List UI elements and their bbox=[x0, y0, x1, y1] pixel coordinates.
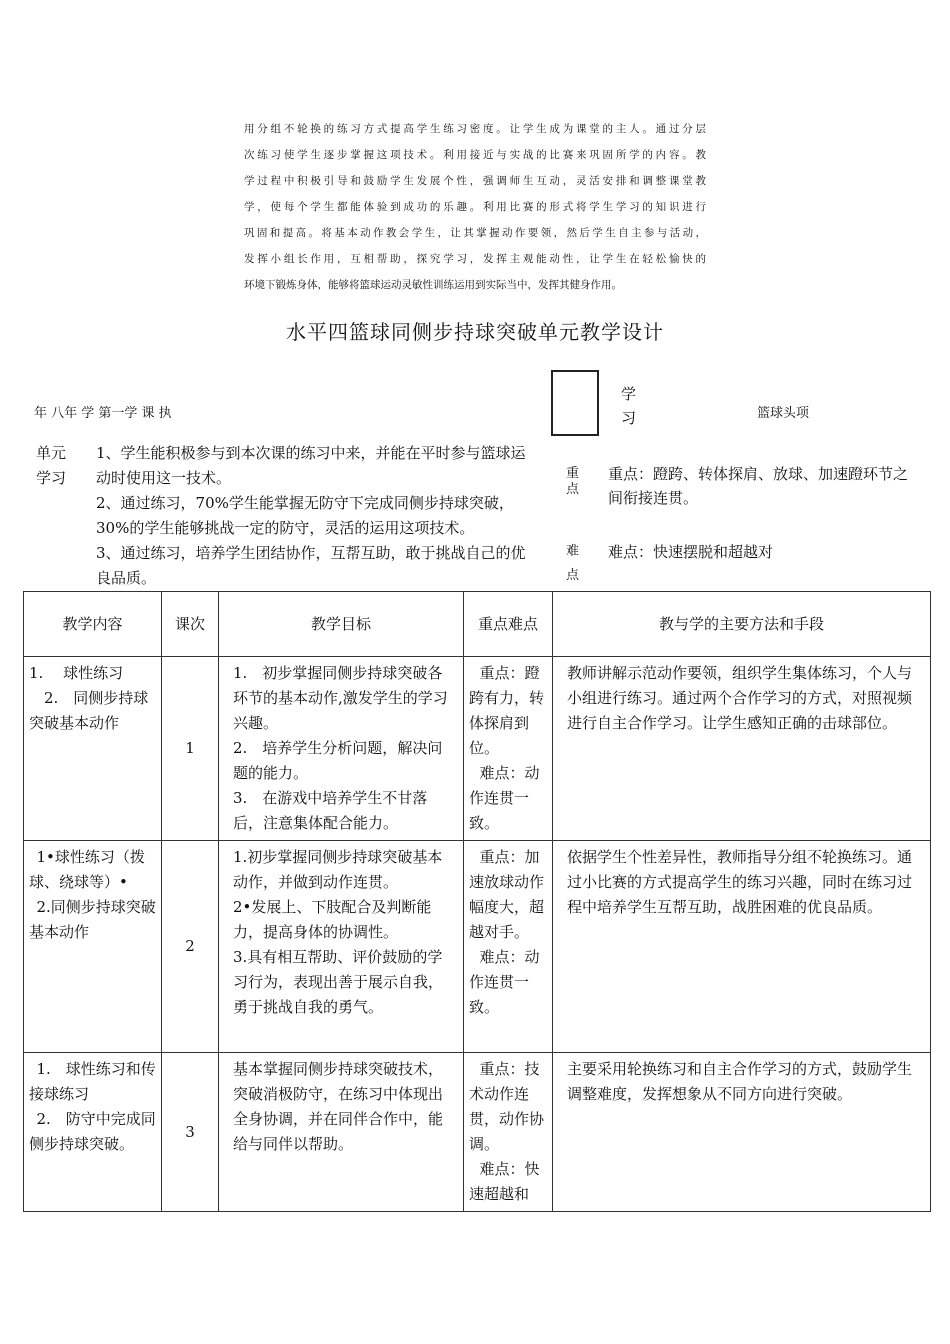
header-row-text: 年 八年 学 第一学 课 执 bbox=[34, 406, 172, 421]
key-item: 重点：技术动作连贯，动作协调。 bbox=[469, 1060, 545, 1153]
header-content: 教学内容 bbox=[24, 592, 162, 657]
page-title: 水平四篮球同侧步持球突破单元教学设计 bbox=[286, 320, 664, 344]
lesson-cell: 1 bbox=[162, 657, 219, 841]
methods-cell: 依据学生个性差异性，教师指导分组不轮换练习。通过小比赛的方式提高学生的练习兴趣，同时在练习过程中培养学生互帮互助，战胜困难的优良品质。 bbox=[553, 841, 931, 1053]
table-row bbox=[24, 841, 931, 1053]
header-methods: 教与学的主要方法和手段 bbox=[553, 592, 931, 657]
goals-cell bbox=[219, 841, 464, 1053]
content-item: 1•球性练习（拨球、绕球等）• bbox=[29, 848, 145, 891]
intro-line: 发挥小组长作用，互相帮助，探究学习，发挥主观能动性，让学生在轻松愉快的 bbox=[244, 253, 706, 265]
topic-cut bbox=[757, 398, 877, 421]
goal-item: 1. 初步掌握同侧步持球突破各环节的基本动作,激发学生的学习兴趣。 bbox=[233, 664, 448, 732]
study-label: 学 习 bbox=[621, 385, 637, 427]
content-item: 2. 同侧步持球突破基本动作 bbox=[29, 689, 149, 732]
key-points: 重点：蹬跨、转体探肩、放球、加速蹬环节之间衔接连贯。 bbox=[608, 465, 909, 507]
content-item: 1. 球性练习和传接球练习 bbox=[29, 1060, 156, 1103]
goals-cell bbox=[219, 1053, 464, 1212]
difficulty-label: 难点 bbox=[566, 544, 580, 583]
lesson-cell: 2 bbox=[162, 841, 219, 1053]
content-item: 2.同侧步持球突破基本动作 bbox=[29, 898, 156, 941]
table-row bbox=[24, 1053, 931, 1212]
difficulty-points: 难点：快速摆脱和超越对 bbox=[608, 543, 774, 561]
content-cell bbox=[24, 841, 162, 1053]
intro-line: 次练习使学生逐步掌握这项技术。利用接近与实战的比赛来巩固所学的内容。教 bbox=[244, 149, 706, 161]
goal-item: 3.具有相互帮助、评价鼓励的学习行为，表现出善于展示自我，勇于挑战自我的勇气。 bbox=[233, 948, 444, 1016]
methods-cell: 主要采用轮换练习和自主合作学习的方式，鼓励学生调整难度，发挥想象从不同方向进行突破。 bbox=[553, 1053, 931, 1212]
content-item: 2. 防守中完成同侧步持球突破。 bbox=[29, 1110, 156, 1153]
intro-paragraph bbox=[244, 116, 706, 298]
content-item: 1. 球性练习 bbox=[29, 664, 124, 682]
header-row-cut bbox=[34, 398, 534, 421]
unit-objectives bbox=[96, 441, 536, 587]
lesson-table bbox=[23, 591, 931, 1212]
blank-box bbox=[551, 370, 599, 436]
goals-cell bbox=[219, 657, 464, 841]
objective-item: 1、学生能积极参与到本次课的练习中来，并能在平时参与篮球运动时使用这一技术。 bbox=[96, 444, 526, 487]
key-item: 难点：动作连贯一致。 bbox=[469, 948, 540, 1016]
objective-item: 3、通过练习，培养学生团结协作，互帮互助，敢于挑战自己的优良品质。 bbox=[96, 544, 526, 587]
topic-text: 篮球头项 bbox=[757, 406, 810, 421]
content-cell bbox=[24, 657, 162, 841]
content-cell bbox=[24, 1053, 162, 1212]
objective-item: 2、通过练习，70%学生能掌握无防守下完成同侧步持球突破，30%的学生能够挑战一定的防守，灵活的运用这项技术。 bbox=[96, 494, 514, 537]
header-goals: 教学目标 bbox=[219, 592, 464, 657]
key-item: 难点：快速超越和 bbox=[469, 1160, 540, 1203]
intro-line: 学，使每个学生都能体验到成功的乐趣。利用比赛的形式将学生学习的知识进行 bbox=[244, 201, 706, 213]
goal-item: 2•发展上、下肢配合及判断能力，提高身体的协调性。 bbox=[233, 898, 432, 941]
key-item: 难点：动作连贯一致。 bbox=[469, 764, 540, 832]
table-row bbox=[24, 657, 931, 841]
goal-item: 1.初步掌握同侧步持球突破基本动作，并做到动作连贯。 bbox=[233, 848, 443, 891]
keys-cell bbox=[464, 841, 553, 1053]
table-header-row bbox=[24, 592, 931, 657]
intro-line: 环境下锻炼身体，能够将篮球运动灵敏性训练运用到实际当中，发挥其健身作用。 bbox=[244, 279, 622, 291]
goal-item: 2. 培养学生分析问题，解决问题的能力。 bbox=[233, 739, 443, 782]
key-item: 重点：蹬跨有力，转体探肩到位。 bbox=[469, 664, 545, 757]
header-keys: 重点难点 bbox=[464, 592, 553, 657]
lesson-cell: 3 bbox=[162, 1053, 219, 1212]
unit-label: 单元 学习 bbox=[36, 444, 67, 487]
intro-line: 用分组不轮换的练习方式提高学生练习密度。让学生成为课堂的主人。通过分层 bbox=[244, 123, 706, 135]
header-lesson: 课次 bbox=[162, 592, 219, 657]
intro-line: 学过程中积极引导和鼓励学生发展个性，强调师生互动，灵活安排和调整课堂教 bbox=[244, 175, 706, 187]
goal-item: 基本掌握同侧步持球突破技术，突破消极防守，在练习中体现出全身协调，并在同伴合作中，能给与同伴以帮助。 bbox=[233, 1060, 444, 1153]
intro-line: 巩固和提高。将基本动作教会学生，让其掌握动作要领，然后学生自主参与活动， bbox=[244, 227, 706, 239]
methods-cell: 教师讲解示范动作要领，组织学生集体练习，个人与小组进行练习。通过两个合作学习的方式，对照视频进行自主合作学习。让学生感知正确的击球部位。 bbox=[553, 657, 931, 841]
keys-cell bbox=[464, 657, 553, 841]
keys-cell bbox=[464, 1053, 553, 1212]
key-label: 重点 bbox=[566, 466, 580, 497]
key-item: 重点：加速放球动作幅度大，超越对手。 bbox=[469, 848, 545, 941]
goal-item: 3. 在游戏中培养学生不甘落后，注意集体配合能力。 bbox=[233, 789, 428, 832]
